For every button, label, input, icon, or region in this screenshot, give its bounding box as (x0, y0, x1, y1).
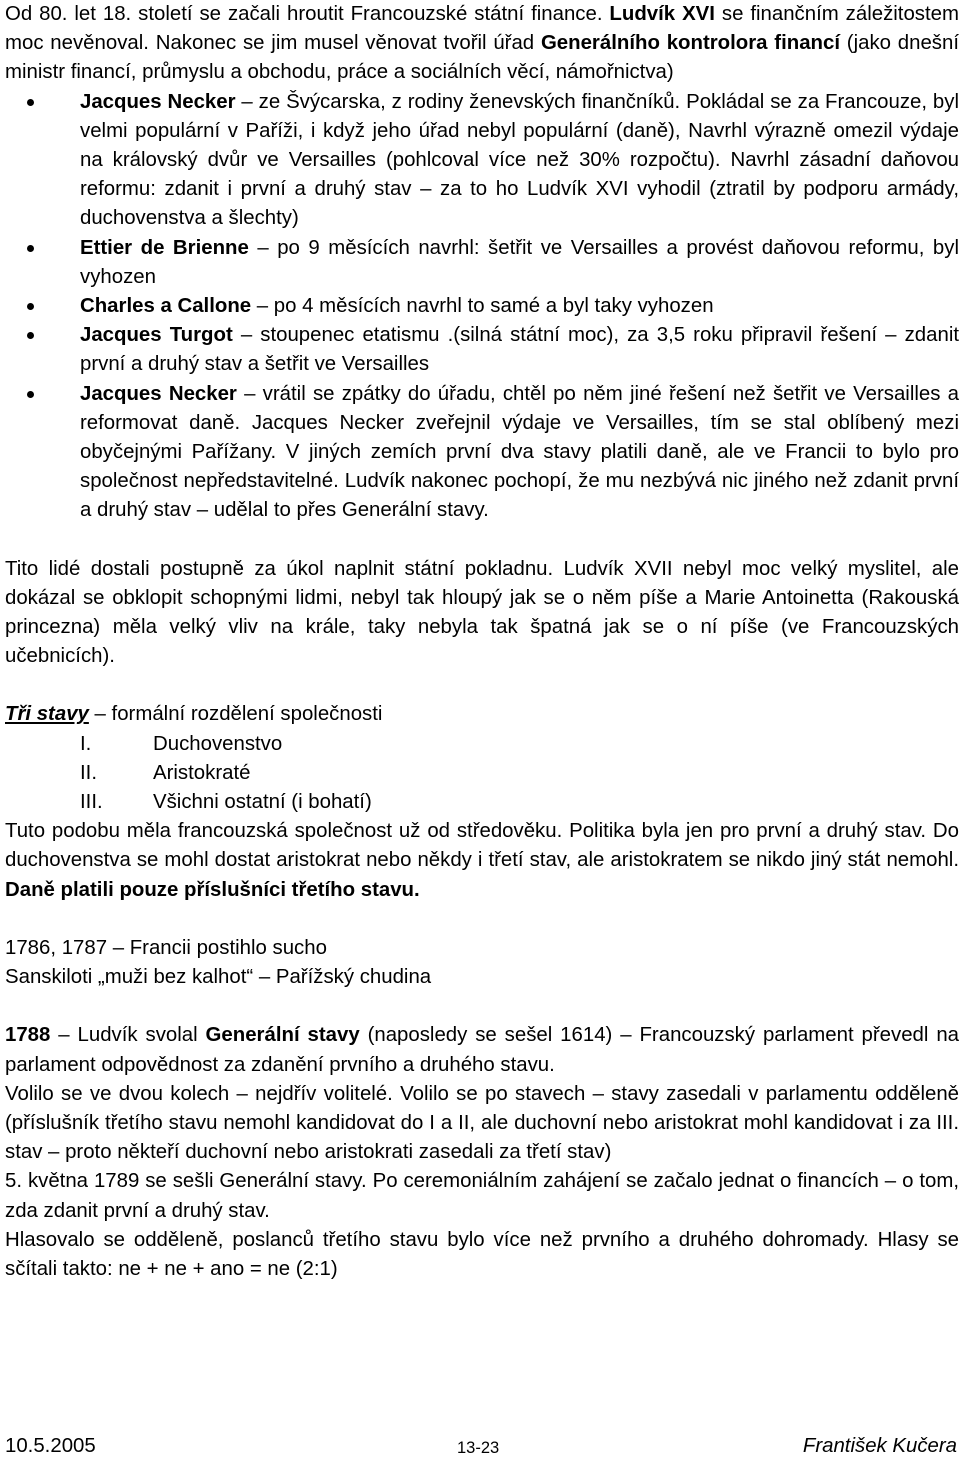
paragraph-1788 (5, 1021, 959, 1079)
estates-list (5, 730, 959, 818)
list-item (80, 292, 959, 321)
votes-paragraph: Hlasovalo se odděleně, poslanců třetího stavu bylo více než prvního a druhého dohromady. Hlasy se sčítali takto: ne + ne + ano = ne (2:1) (5, 1228, 959, 1280)
list-item (5, 730, 959, 759)
may-1789-paragraph: 5. května 1789 se sešli Generální stavy. Po ceremoniálním zahájení se začalo jednat o financích – o tom, zda zdanit první a druhý stav. (5, 1170, 959, 1222)
page-number: 13-23 (457, 1439, 500, 1457)
document-page (5, 0, 959, 1284)
estates-text: Tuto podobu měla francouzská společnost už od středověku. Politika byla jen pro první a druhý stav. Do duchovenstva se mohl dostat aristokrat nebo někdy i třetí stav, ale aristokratem se nikdo jiný stát nemohl. (5, 820, 959, 872)
minister-name: Charles a Callone (80, 295, 252, 318)
intro-bold-kontrolor: Generálního kontrolora financí (540, 32, 841, 55)
minister-name: Jacques Necker (80, 90, 236, 113)
minister-text: – po 9 měsících navrhl: šetřit ve Versailles a provést daňovou reformu, byl vyhozen (80, 236, 959, 288)
minister-name: Ettier de Brienne (80, 236, 249, 259)
list-item (80, 234, 959, 292)
estates-title: Tři stavy (5, 703, 89, 726)
intro-paragraph (5, 0, 959, 88)
sanskiloti-line: Sanskiloti „muži bez kalhot“ – Pařížský chudina (5, 966, 432, 989)
list-item (80, 321, 959, 379)
intro-text-2: se finančním záležitostem moc nevěnoval. Nakonec se jim musel věnovat tvořil úřad (5, 3, 959, 55)
footer-author: František Kučera (802, 1435, 957, 1457)
intro-bold-ludvik: Ludvík XVI (609, 3, 715, 25)
minister-name: Jacques Necker (80, 382, 237, 405)
intro-text-3: (jako dnešní ministr financí, průmyslu a obchodu, práce a sociálních věcí, námořnictva) (5, 32, 959, 84)
voting-paragraph: Volilo se ve dvou kolech – nejdřív volitelé. Volilo se po stavech – stavy zasedali v parlamentu odděleně (příslušník třetího stavu nemohl kandidovat do I a II, ale duchovní nebo aristokrat mohl kandidovat i za III. stav – proto někteří duchovní nebo aristokrati zasedali za třetí stav) (5, 1082, 959, 1164)
minister-name: Jacques Turgot (80, 324, 233, 347)
list-item (80, 88, 959, 234)
text-1788-a: – Ludvík svolal (50, 1024, 206, 1047)
estates-subtitle: – formální rozdělení společnosti (88, 703, 383, 726)
estates-text-bold: Daně platili pouze příslušníci třetího stavu. (5, 878, 420, 901)
drought-line: 1786, 1787 – Francii postihlo sucho (5, 936, 327, 959)
list-item (5, 759, 959, 788)
estate-label: Duchovenstvo (153, 732, 283, 755)
estate-label: Všichni ostatní (i bohatí) (153, 791, 372, 814)
estate-label: Aristokraté (153, 761, 251, 784)
list-item (5, 788, 959, 817)
estate-number: I. (80, 732, 92, 755)
general-estates-bold: Generální stavy (205, 1024, 360, 1047)
text-1788-b: (naposledy se sešel 1614) – Francouzský parlament převedl na parlament odpovědnost za zdanění prvního a druhého stavu. (5, 1024, 960, 1076)
minister-text: – po 4 měsících navrhl to samé a byl taky vyhozen (251, 295, 714, 318)
estates-heading (5, 700, 959, 729)
minister-text: – stoupenec etatismu .(silná státní moc), za 3,5 roku připravil řešení – zdanit první a druhý stav a šetřit ve Versailles (80, 324, 960, 376)
estate-number: II. (80, 761, 97, 784)
ministers-list (5, 88, 959, 526)
year-1788: 1788 (5, 1024, 51, 1047)
minister-text: – ze Švýcarska, z rodiny ženevských finančníků. Pokládal se za Francouze, byl velmi populární v Paříži, i když jeho úřad nebyl populární (daně), Navrhl výrazně omezil výdaje na královský dvůr ve Versailles (pohlcoval více než 30% rozpočtu). Navrhl zásadní daňovou reformu: zdanit i první a druhý stav – za to ho Ludvík XVI vyhodil (ztratil by podporu armády, duchovenstva a šlechty) (80, 90, 959, 230)
minister-text: – vrátil se zpátky do úřadu, chtěl po něm jiné řešení než šetřit ve Versailles a reformovat daně. Jacques Necker zveřejnil výdaje ve Versailles, tím se stal oblíbený mezi obyčejnými Pařížany. V jiných zemích první dva stavy platili daně, ale ve Francii to bylo pro společnost nepředstavitelné. Ludvík nakonec pochopí, že mu nezbývá nic jiného než zdanit první a druhý stav – udělal to přes Generální stavy. (80, 382, 959, 522)
estate-number: III. (80, 791, 103, 814)
people-paragraph: Tito lidé dostali postupně za úkol naplnit státní pokladnu. Ludvík XVII nebyl moc velký myslitel, ale dokázal se obklopit schopnými lidmi, nebyl tak hloupý jak se o něm píše a Marie Antoinetta (Rakouská princezna) měla velký vliv na krále, taky nebyla tak špatná jak se o ní píše (ve Francouzských učebnicích). (5, 557, 959, 668)
intro-text-1: Od 80. let 18. století se začali hroutit Francouzské státní finance. (5, 3, 610, 25)
list-item (80, 380, 959, 526)
footer-date: 10.5.2005 (5, 1435, 96, 1457)
estates-paragraph (5, 817, 959, 905)
